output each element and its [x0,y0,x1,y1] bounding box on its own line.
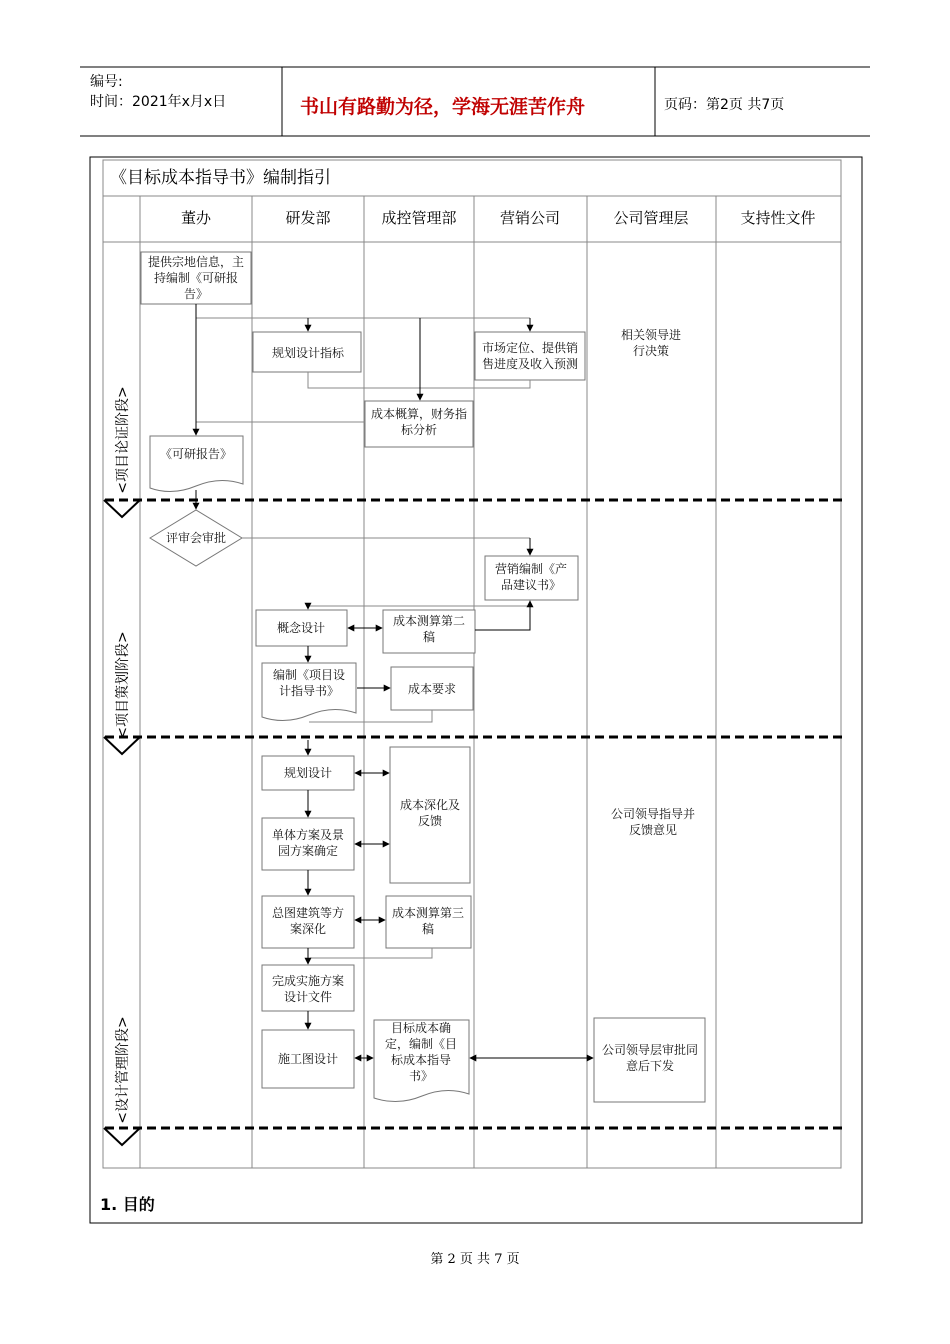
box-complete-scheme [262,965,354,1011]
text-cost-calc-2: 成本测算第二稿 [392,614,466,644]
text-cost-requirement: 成本要求 [407,682,457,696]
text-leader-approval: 公司领导层审批同意后下发 [601,1043,699,1073]
text-complete-scheme: 完成实施方案设计文件 [271,974,345,1004]
text-concept-design: 概念设计 [276,621,326,635]
box-market-positioning [475,332,585,380]
header-table [80,67,870,136]
text-construction-design: 施工图设计 [277,1052,339,1066]
col-header: 营销公司 [499,209,561,227]
text-feasibility-report: 《可研报告》 [159,447,233,461]
number-label: 编号: [90,74,123,90]
phase-label: <项目策划阶段> [115,631,131,739]
text-market-positioning: 市场定位、提供销售进度及收入预测 [481,341,579,371]
text-single-scheme: 单体方案及景园方案确定 [271,828,345,858]
conn-product-to-concept [308,600,530,606]
phase-label: <项目论证阶段> [115,386,131,494]
text-cost-calc-3: 成本测算第三稿 [391,906,465,936]
col-header: 成控管理部 [381,209,457,227]
phase-label: <设计管理阶段> [115,1016,131,1124]
conn-provide-split [196,304,530,318]
chart-title: 《目标成本指导书》编制指引 [110,168,331,188]
text-product-proposal: 营销编制《产品建议书》 [494,562,568,592]
section-title: 1. 目的 [100,1195,155,1214]
outer-frame [90,157,862,1223]
col-header: 支持性文件 [740,209,816,227]
text-leader-decision: 相关领导进行决策 [620,328,682,358]
text-planning-design: 规划设计 [283,766,333,780]
text-provide-land-info: 提供宗地信息，主持编制《可研报告》 [147,255,245,301]
header-motto: 书山有路勤为径，学海无涯苦作舟 [300,96,586,118]
text-leader-guide: 公司领导指导并反馈意见 [610,807,696,837]
conn-req-back [309,710,432,722]
text-general-scheme: 总图建筑等方案深化 [271,906,345,936]
header-page-label: 页码：第2页 共7页 [664,97,785,113]
text-project-guide: 编制《项目设计指导书》 [272,668,346,698]
flowchart-frame [103,160,841,1168]
col-header: 公司管理层 [613,209,689,227]
col-header: 董办 [180,209,212,227]
box-feasibility-report [150,436,243,492]
text-target-cost: 目标成本确定，编制《目标成本指导书》 [384,1021,458,1083]
text-cost-deepen: 成本深化及反馈 [399,798,461,828]
page-footer: 第 2 页 共 7 页 [430,1252,520,1267]
text-review-approval: 评审会审批 [165,531,227,545]
time-label: 时间：2021年x月x日 [90,94,227,110]
conn-cost3-back [310,948,432,958]
col-header: 研发部 [285,209,331,227]
text-planning-index: 规划设计指标 [271,346,345,360]
text-cost-estimate: 成本概算，财务指标分析 [370,407,468,437]
conn-cost2-up [475,601,530,630]
